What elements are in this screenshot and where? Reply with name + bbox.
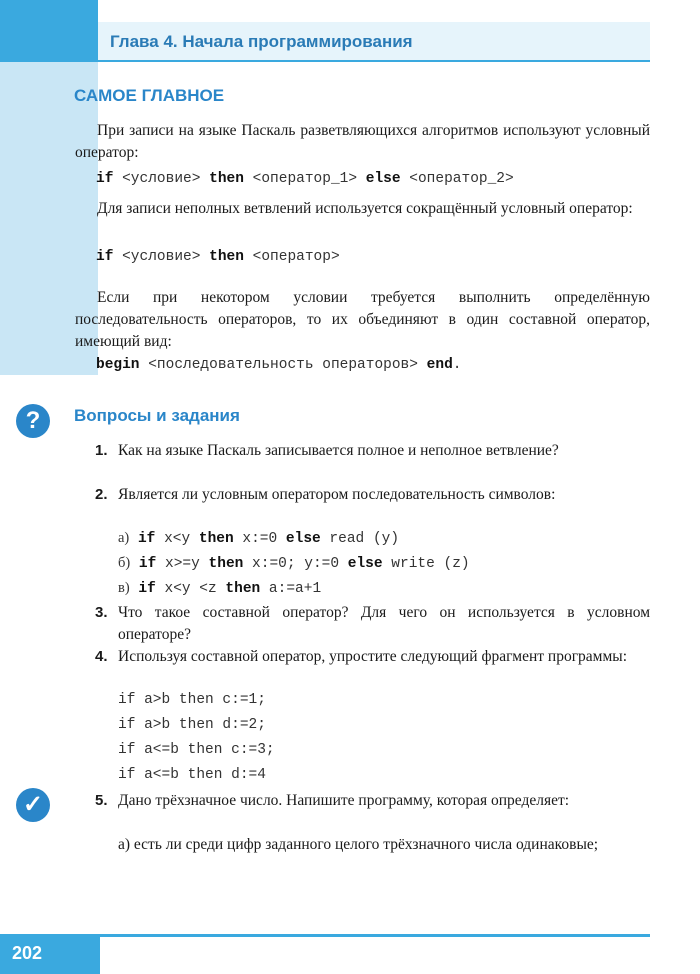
chapter-title: Глава 4. Начала программирования — [110, 32, 413, 51]
question-2c: в) if x<y <z then a:=a+1 — [118, 580, 322, 597]
summary-paragraph-2: Для записи неполных ветвлений используется сокращённый условный оператор: — [97, 200, 633, 217]
code-begin-end: begin <последовательность операторов> end. — [96, 357, 462, 373]
question-4-line-4: if a<=b then d:=4 — [118, 767, 266, 783]
page-number: 202 — [12, 943, 43, 963]
code-full-if: if <условие> then <оператор_1> else <оператор_2> — [96, 171, 514, 187]
summary-paragraph-1: При записи на языке Паскаль разветвляющихся алгоритмов используют условный оператор: — [75, 122, 650, 161]
questions-heading: Вопросы и задания — [74, 406, 240, 425]
question-mark-icon: ? — [16, 404, 50, 438]
code-short-if: if <условие> then <оператор> — [96, 249, 340, 265]
page-number-tab — [0, 934, 100, 974]
question-4-line-3: if a<=b then c:=3; — [118, 742, 275, 758]
question-2a: а) if x<y then x:=0 else read (y) — [118, 530, 400, 547]
side-band-top — [0, 0, 98, 62]
question-4-line-1: if a>b then c:=1; — [118, 692, 266, 708]
question-2: 2. Является ли условным оператором последовательность символов: — [95, 486, 556, 503]
question-2b: б) if x>=y then x:=0; y:=0 else write (z) — [118, 555, 470, 572]
question-5a: а) есть ли среди цифр заданного целого трёхзначного числа одинаковые; — [118, 836, 599, 853]
checkmark-icon: ✓ — [16, 788, 50, 822]
question-1: 1. Как на языке Паскаль записывается полное и неполное ветвление? — [95, 442, 559, 459]
question-5: 5. Дано трёхзначное число. Напишите программу, которая определяет: — [95, 792, 570, 809]
question-4: 4. Используя составной оператор, упростите следующий фрагмент программы: — [95, 648, 628, 665]
chapter-header — [98, 22, 650, 62]
question-3: 3. Что такое составной оператор? Для чего он используется в условном операторе? — [95, 604, 650, 643]
summary-heading: САМОЕ ГЛАВНОЕ — [74, 86, 225, 105]
question-4-line-2: if a>b then d:=2; — [118, 717, 266, 733]
footer-rule — [100, 934, 650, 937]
summary-paragraph-3: Если при некотором условии требуется выполнить определённую последовательность операторов, то их объединяют в один составной оператор, имеющий вид: — [75, 289, 650, 350]
